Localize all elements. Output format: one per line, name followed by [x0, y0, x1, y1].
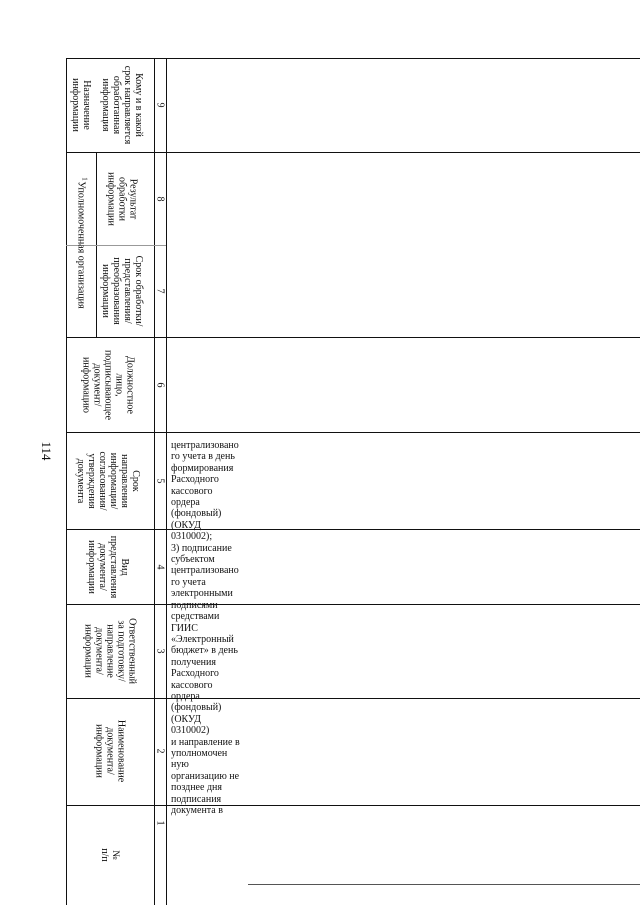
col-num-8: 8: [154, 196, 166, 202]
header-col-3-label: Ответственный за подготовку/ направление документа/ информации: [82, 618, 138, 684]
col5-body-text: централизовано го учета в день формирования Расходного кассового ордера (фондовый) (ОКУД 0310002); 3) подписание субъектом централизовано го учета электронными подписями средствами ГИИС «Электронный бюджет» в день получения Расходного кассового ордера (фондовый) (ОКУД 0310002) и направление в уполномочен ную организацию не позднее дня подписания документа в: [171, 440, 240, 816]
page-number: 114: [39, 441, 54, 461]
col-num-3: 3: [154, 648, 166, 654]
header-col-4-label: Вид представления документа/ информации: [86, 535, 130, 599]
header-col-9-label: Кому и в какой срок направляется обработанная информация: [100, 65, 144, 145]
table-line: [66, 805, 640, 806]
table-line: [66, 529, 640, 530]
col-num-4: 4: [154, 564, 166, 570]
purpose-header: Назначение информации: [70, 78, 92, 132]
header-col-2-label: Наименование документа/ информации: [93, 719, 127, 783]
table-line: [66, 58, 640, 59]
col-num-2: 2: [154, 748, 166, 754]
table-line: [66, 337, 640, 338]
col-num-7: 7: [154, 288, 166, 294]
col-num-9: 9: [154, 102, 166, 108]
header-col-6-label: Должностное лицо, подписывающее документ/ информацию: [80, 349, 136, 421]
header-col-5-label: Срок направления информации/ согласования/ утверждения документа: [75, 451, 141, 511]
table-line: [66, 432, 640, 433]
col-num-5: 5: [154, 478, 166, 484]
group-header-footnote: 1: [80, 177, 89, 181]
footer-line: [248, 884, 640, 885]
table-line: [66, 58, 67, 905]
group-header: Уполномоченная организация: [75, 181, 87, 309]
header-col-7-label: Срок обработки/ представления/ преобразования информации: [100, 255, 144, 327]
table-line: [66, 152, 640, 153]
table-line: [66, 698, 640, 699]
table-line: [66, 604, 640, 605]
col-num-1: 1: [154, 820, 166, 826]
header-col-8-label: Результат обработки информации: [105, 172, 139, 226]
header-col-1-label: № п/п: [99, 848, 121, 862]
table-line: [166, 58, 167, 905]
col-num-6: 6: [154, 382, 166, 388]
